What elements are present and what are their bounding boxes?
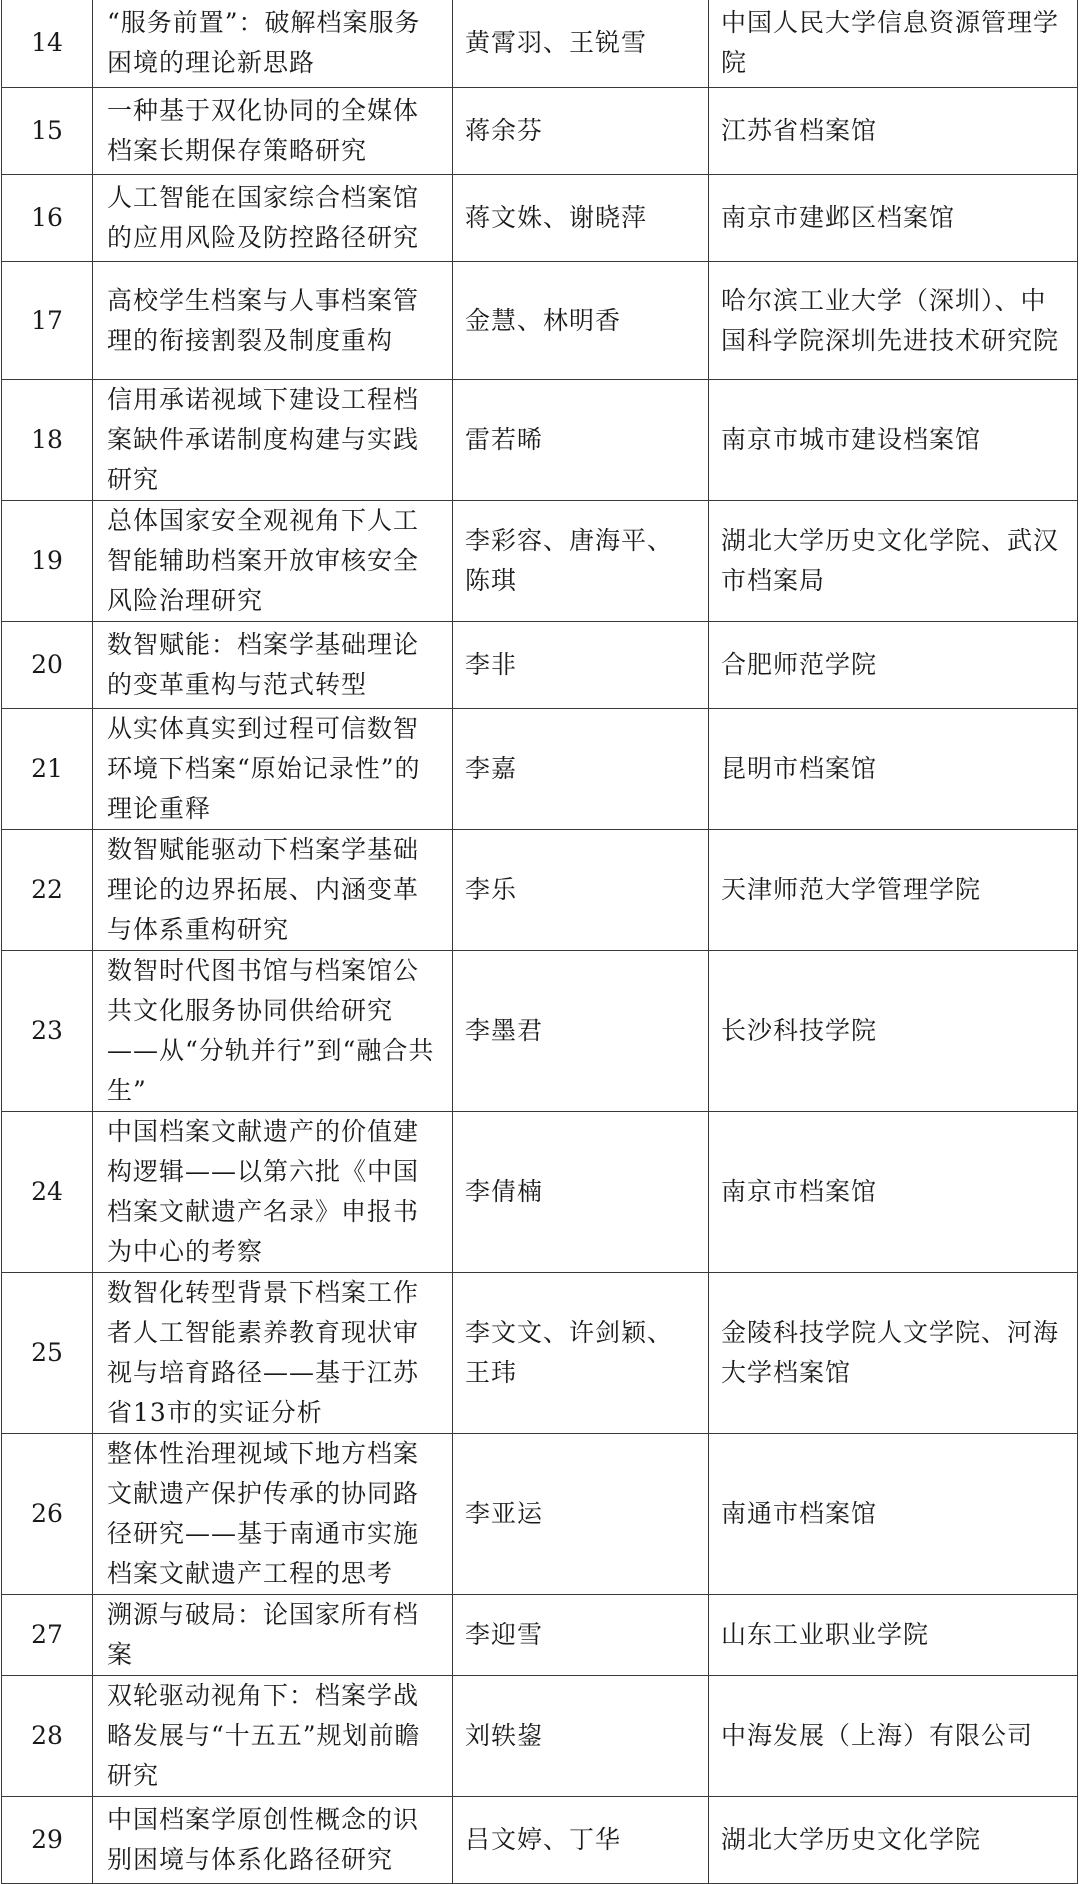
- table-row: [2, 1595, 1078, 1676]
- institution-cell: 湖北大学历史文化学院: [709, 1797, 1078, 1884]
- paper-title-cell: 数智赋能：档案学基础理论的变革重构与范式转型: [93, 622, 453, 709]
- authors-cell: 蒋余芬: [453, 88, 709, 175]
- authors-cell: 李乐: [453, 830, 709, 951]
- row-number-cell: 24: [2, 1112, 93, 1273]
- authors-cell: 李文文、许剑颖、王玮: [453, 1273, 709, 1434]
- authors-cell: 雷若晞: [453, 380, 709, 501]
- table-row: [2, 951, 1078, 1112]
- authors-cell: 李倩楠: [453, 1112, 709, 1273]
- institution-cell: 金陵科技学院人文学院、河海大学档案馆: [709, 1273, 1078, 1434]
- institution-cell: 昆明市档案馆: [709, 709, 1078, 830]
- paper-title-cell: 双轮驱动视角下：档案学战略发展与“十五五”规划前瞻研究: [93, 1676, 453, 1797]
- paper-title-cell: 溯源与破局：论国家所有档案: [93, 1595, 453, 1676]
- paper-title-cell: 数智赋能驱动下档案学基础理论的边界拓展、内涵变革与体系重构研究: [93, 830, 453, 951]
- table-row: [2, 88, 1078, 175]
- institution-cell: 南通市档案馆: [709, 1434, 1078, 1595]
- table-row: [2, 1434, 1078, 1595]
- paper-title-cell: 总体国家安全观视角下人工智能辅助档案开放审核安全风险治理研究: [93, 501, 453, 622]
- table-row: [2, 1112, 1078, 1273]
- institution-cell: 江苏省档案馆: [709, 88, 1078, 175]
- row-number-cell: 23: [2, 951, 93, 1112]
- authors-cell: 吕文婷、丁华: [453, 1797, 709, 1884]
- row-number-cell: 21: [2, 709, 93, 830]
- institution-cell: 天津师范大学管理学院: [709, 830, 1078, 951]
- paper-title-cell: 信用承诺视域下建设工程档案缺件承诺制度构建与实践研究: [93, 380, 453, 501]
- authors-cell: 李亚运: [453, 1434, 709, 1595]
- institution-cell: 中海发展（上海）有限公司: [709, 1676, 1078, 1797]
- row-number-cell: 14: [2, 0, 93, 88]
- row-number-cell: 29: [2, 1797, 93, 1884]
- table-row: [2, 1273, 1078, 1434]
- table-row: [2, 262, 1078, 380]
- institution-cell: 山东工业职业学院: [709, 1595, 1078, 1676]
- row-number-cell: 27: [2, 1595, 93, 1676]
- paper-title-cell: 中国档案文献遗产的价值建构逻辑——以第六批《中国档案文献遗产名录》申报书为中心的考察: [93, 1112, 453, 1273]
- institution-cell: 南京市城市建设档案馆: [709, 380, 1078, 501]
- paper-title-cell: 一种基于双化协同的全媒体档案长期保存策略研究: [93, 88, 453, 175]
- award-list-table: [1, 0, 1078, 1884]
- row-number-cell: 20: [2, 622, 93, 709]
- paper-title-cell: 数智化转型背景下档案工作者人工智能素养教育现状审视与培育路径——基于江苏省13市的实证分析: [93, 1273, 453, 1434]
- authors-cell: 蒋文姝、谢晓萍: [453, 175, 709, 262]
- table-row: [2, 830, 1078, 951]
- institution-cell: 南京市档案馆: [709, 1112, 1078, 1273]
- paper-title-cell: 从实体真实到过程可信数智环境下档案“原始记录性”的理论重释: [93, 709, 453, 830]
- table-row: [2, 380, 1078, 501]
- table-row: [2, 1676, 1078, 1797]
- table-row: [2, 709, 1078, 830]
- authors-cell: 黄霄羽、王锐雪: [453, 0, 709, 88]
- table-row: [2, 0, 1078, 88]
- row-number-cell: 25: [2, 1273, 93, 1434]
- institution-cell: 哈尔滨工业大学（深圳）、中国科学院深圳先进技术研究院: [709, 262, 1078, 380]
- paper-title-cell: 数智时代图书馆与档案馆公共文化服务协同供给研究——从“分轨并行”到“融合共生”: [93, 951, 453, 1112]
- row-number-cell: 16: [2, 175, 93, 262]
- table-row: [2, 175, 1078, 262]
- institution-cell: 湖北大学历史文化学院、武汉市档案局: [709, 501, 1078, 622]
- institution-cell: 中国人民大学信息资源管理学院: [709, 0, 1078, 88]
- authors-cell: 李嘉: [453, 709, 709, 830]
- institution-cell: 南京市建邺区档案馆: [709, 175, 1078, 262]
- row-number-cell: 17: [2, 262, 93, 380]
- paper-title-cell: 人工智能在国家综合档案馆的应用风险及防控路径研究: [93, 175, 453, 262]
- row-number-cell: 28: [2, 1676, 93, 1797]
- table-row: [2, 501, 1078, 622]
- table-row: [2, 622, 1078, 709]
- institution-cell: 合肥师范学院: [709, 622, 1078, 709]
- paper-title-cell: 中国档案学原创性概念的识别困境与体系化路径研究: [93, 1797, 453, 1884]
- authors-cell: 李墨君: [453, 951, 709, 1112]
- authors-cell: 金慧、林明香: [453, 262, 709, 380]
- row-number-cell: 15: [2, 88, 93, 175]
- institution-cell: 长沙科技学院: [709, 951, 1078, 1112]
- authors-cell: 刘轶鋆: [453, 1676, 709, 1797]
- table-row: [2, 1797, 1078, 1884]
- row-number-cell: 18: [2, 380, 93, 501]
- authors-cell: 李迎雪: [453, 1595, 709, 1676]
- paper-title-cell: “服务前置”：破解档案服务困境的理论新思路: [93, 0, 453, 88]
- row-number-cell: 26: [2, 1434, 93, 1595]
- authors-cell: 李彩容、唐海平、陈琪: [453, 501, 709, 622]
- authors-cell: 李非: [453, 622, 709, 709]
- row-number-cell: 19: [2, 501, 93, 622]
- paper-title-cell: 整体性治理视域下地方档案文献遗产保护传承的协同路径研究——基于南通市实施档案文献遗产工程的思考: [93, 1434, 453, 1595]
- paper-title-cell: 高校学生档案与人事档案管理的衔接割裂及制度重构: [93, 262, 453, 380]
- row-number-cell: 22: [2, 830, 93, 951]
